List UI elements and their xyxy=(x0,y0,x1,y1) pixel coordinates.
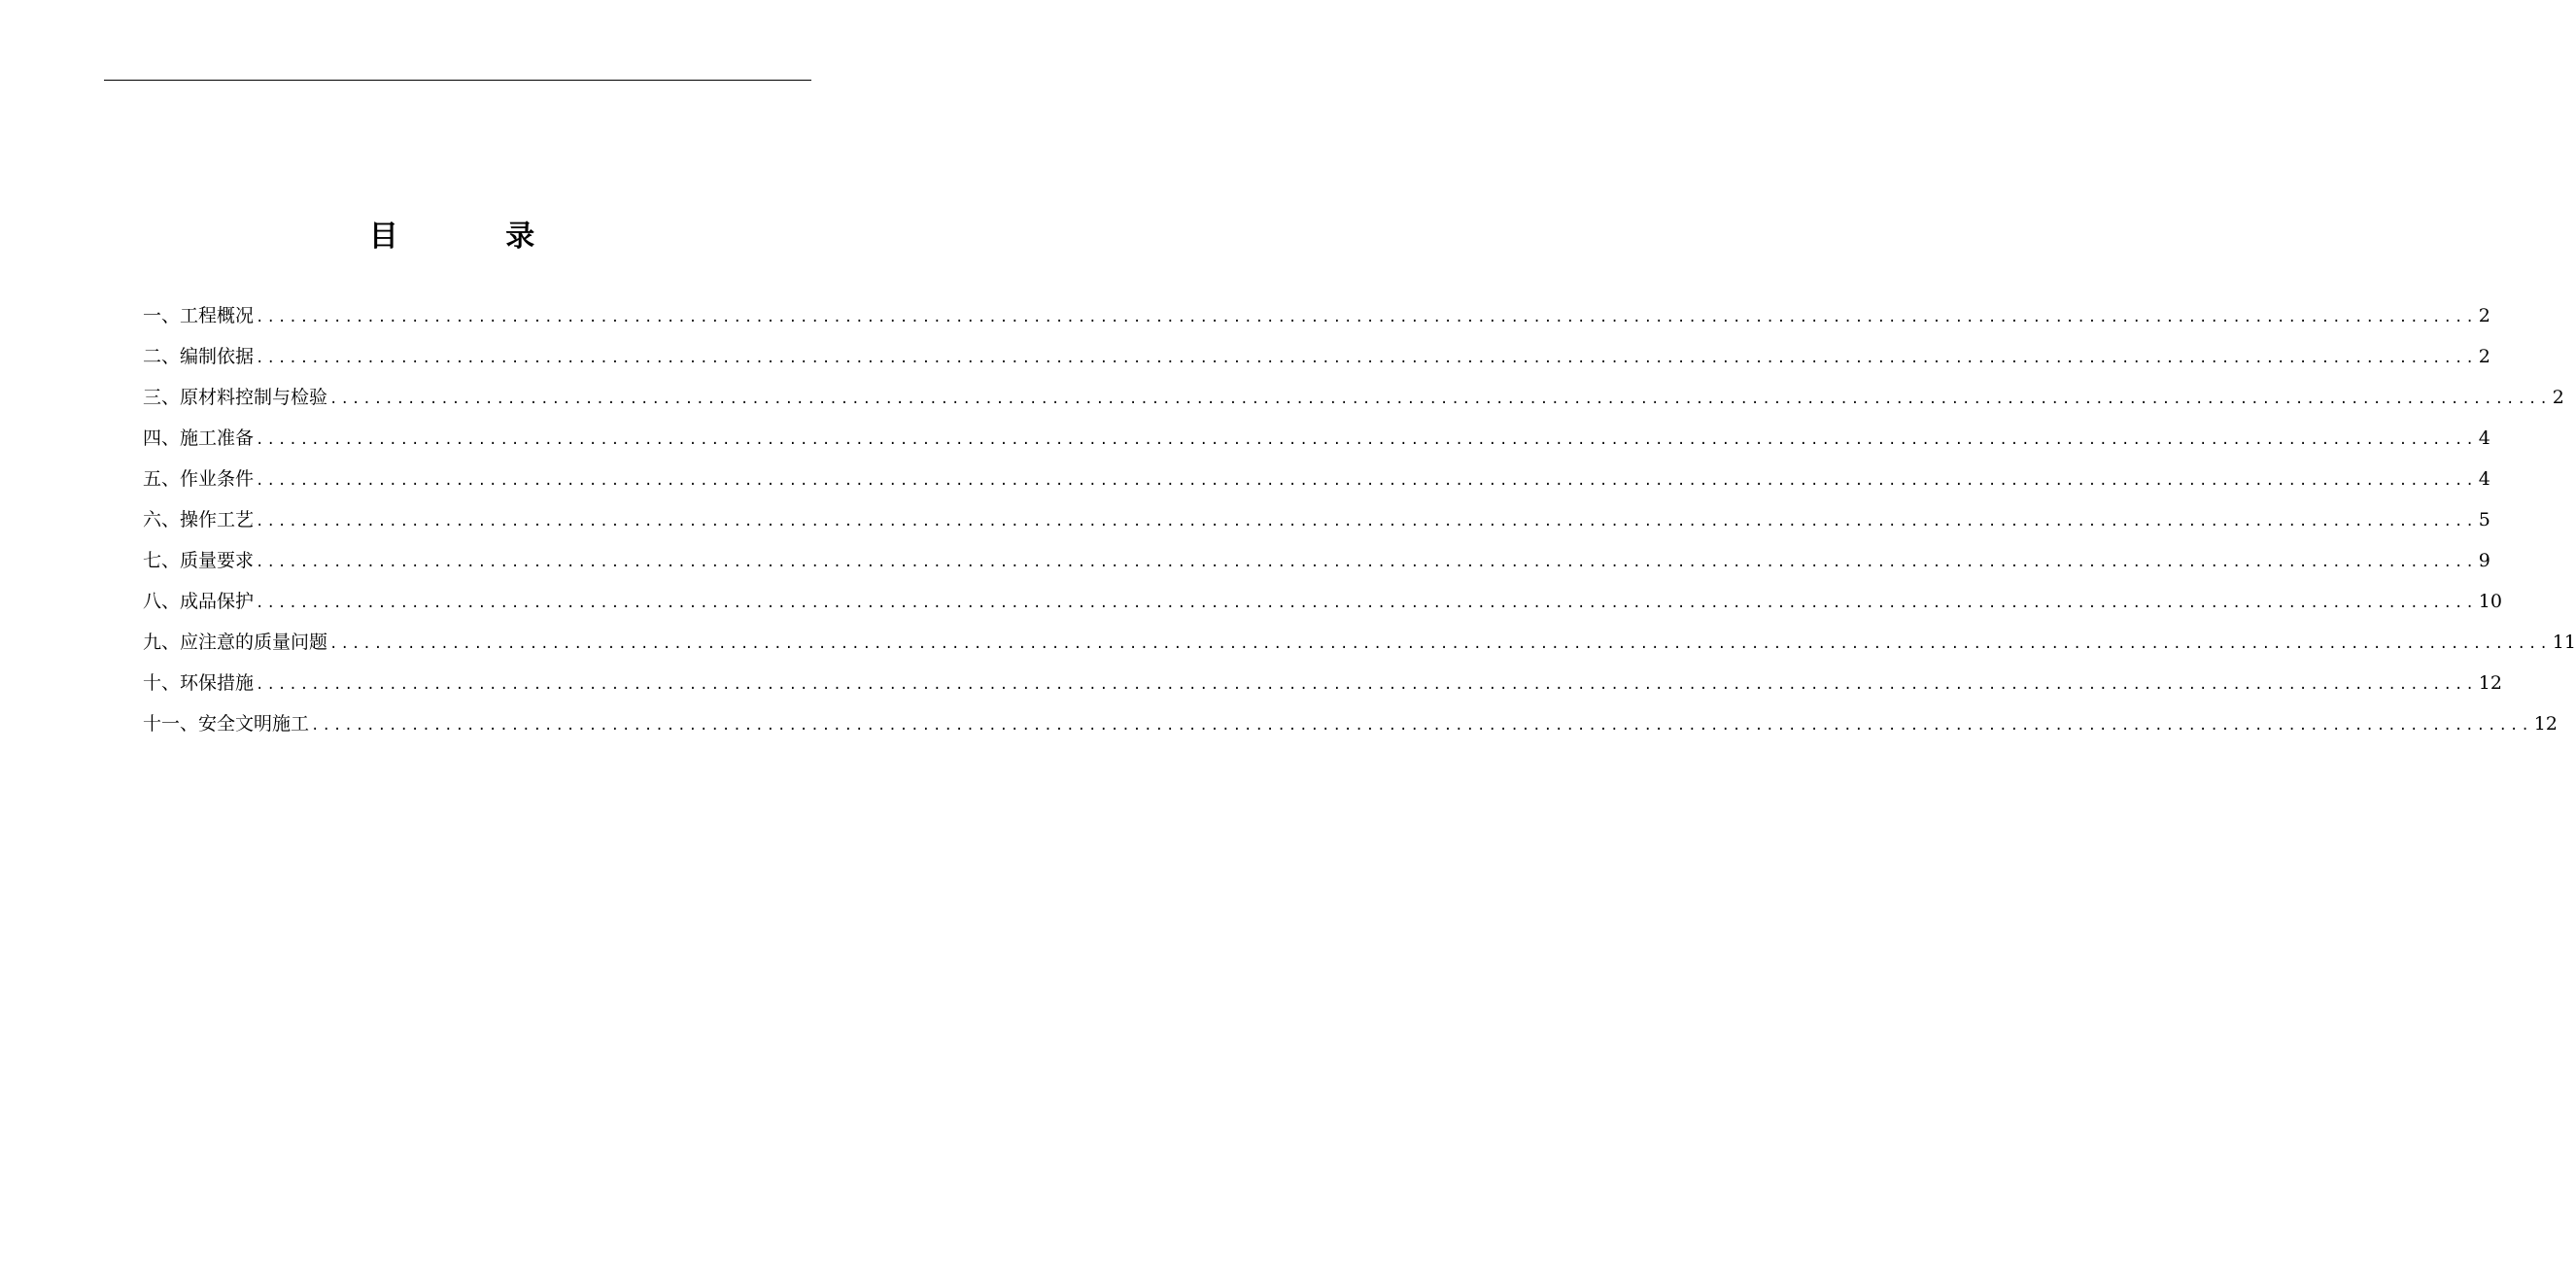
dot-leader: ........................................................................................................................................................................................................ xyxy=(256,677,2477,693)
toc-entry-label: 二、编制依据 xyxy=(143,346,255,367)
toc-entry[interactable] xyxy=(143,418,2490,459)
toc-entry[interactable] xyxy=(143,581,2502,622)
toc-entry[interactable] xyxy=(143,663,2502,703)
toc-entry-label: 六、操作工艺 xyxy=(143,509,255,530)
toc-entry-page: 9 xyxy=(2478,550,2490,571)
toc-entry[interactable] xyxy=(143,336,2490,377)
toc-entry-page: 4 xyxy=(2478,468,2490,490)
toc-entry-label: 五、作业条件 xyxy=(143,468,255,490)
dot-leader: ........................................................................................................................................................................................................ xyxy=(256,310,2477,325)
toc-entry-label: 四、施工准备 xyxy=(143,427,255,449)
toc-list xyxy=(143,295,2576,744)
dot-leader: ........................................................................................................................................................................................................ xyxy=(256,555,2477,570)
toc-entry[interactable] xyxy=(143,540,2490,581)
toc-entry-label: 八、成品保护 xyxy=(143,591,255,612)
toc-entry-page: 2 xyxy=(2478,346,2490,367)
toc-entry-page: 12 xyxy=(2478,672,2502,694)
toc-entry-page: 2 xyxy=(2478,305,2490,326)
toc-entry[interactable] xyxy=(143,622,2576,663)
toc-entry-page: 2 xyxy=(2552,387,2564,408)
toc-entry-page: 4 xyxy=(2478,427,2490,449)
dot-leader: ........................................................................................................................................................................................................ xyxy=(256,514,2477,530)
dot-leader: ........................................................................................................................................................................................................ xyxy=(256,596,2477,611)
toc-entry[interactable] xyxy=(143,459,2490,499)
toc-entry-page: 10 xyxy=(2478,591,2502,612)
dot-leader: ........................................................................................................................................................................................................ xyxy=(329,392,2551,407)
toc-entry-label: 一、工程概况 xyxy=(143,305,255,326)
toc-title: 目 录 xyxy=(368,220,584,254)
dot-leader: ........................................................................................................................................................................................................ xyxy=(329,636,2551,652)
toc-entry[interactable] xyxy=(143,499,2490,540)
dot-leader: ........................................................................................................................................................................................................ xyxy=(256,473,2477,489)
toc-entry-label: 十、环保措施 xyxy=(143,672,255,694)
toc-entry[interactable] xyxy=(143,377,2564,418)
toc-entry[interactable] xyxy=(143,703,2558,744)
toc-entry-label: 九、应注意的质量问题 xyxy=(143,632,328,653)
toc-entry-page: 5 xyxy=(2478,509,2490,530)
toc-entry-label: 十一、安全文明施工 xyxy=(143,713,310,735)
header-rule xyxy=(104,80,811,81)
toc-entry[interactable] xyxy=(143,295,2490,336)
dot-leader: ........................................................................................................................................................................................................ xyxy=(256,432,2477,448)
toc-entry-page: 12 xyxy=(2533,713,2558,735)
toc-entry-label: 七、质量要求 xyxy=(143,550,255,571)
dot-leader: ........................................................................................................................................................................................................ xyxy=(311,718,2532,734)
toc-entry-page: 11 xyxy=(2552,632,2576,653)
toc-entry-label: 三、原材料控制与检验 xyxy=(143,387,328,408)
dot-leader: ........................................................................................................................................................................................................ xyxy=(256,351,2477,366)
